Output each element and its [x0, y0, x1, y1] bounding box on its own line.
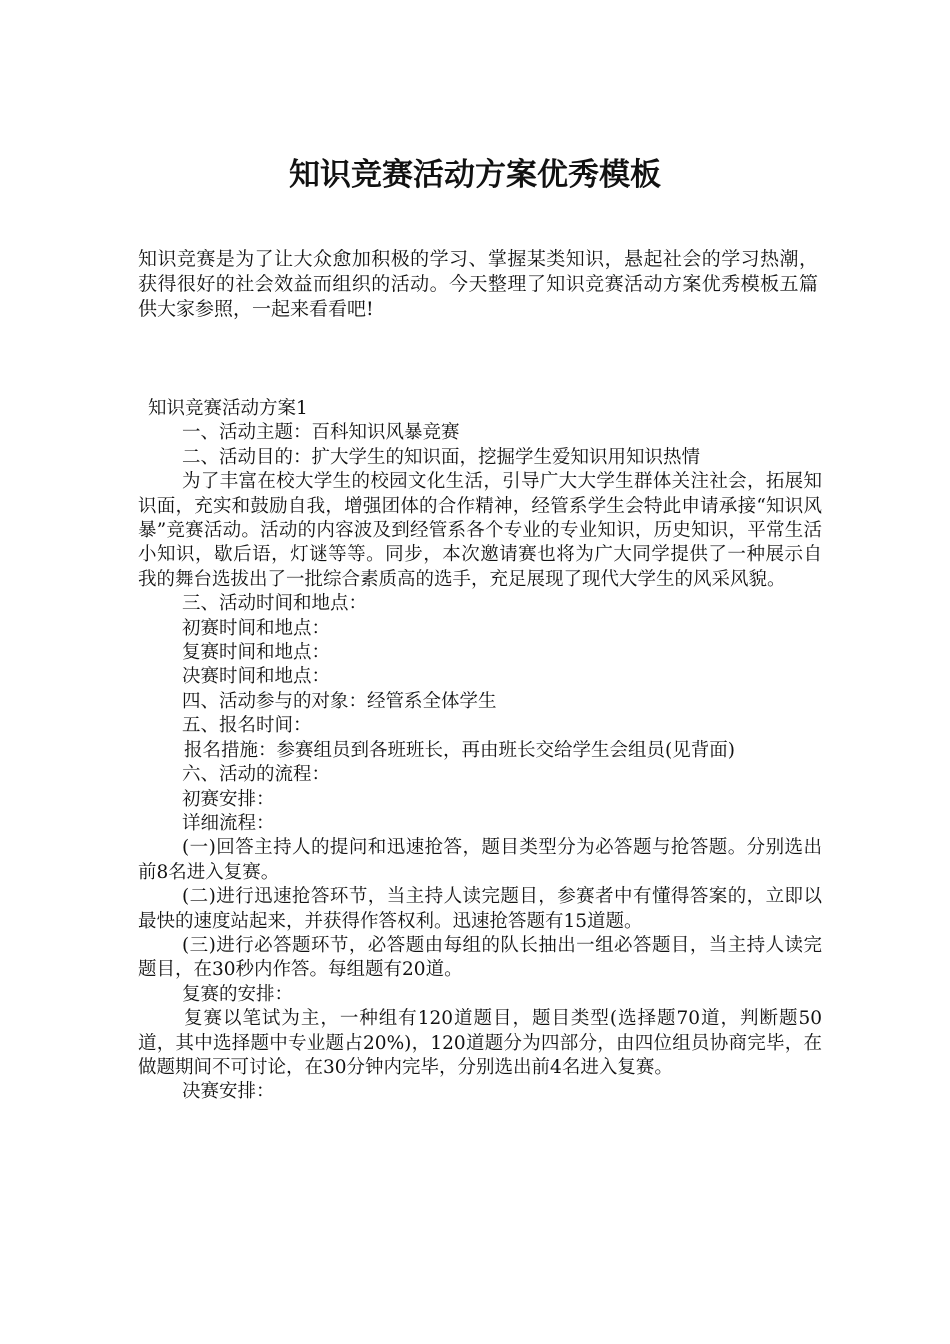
paragraph: (三)进行必答题环节，必答题由每组的队长抽出一组必答题目，当主持人读完题目，在30秒内作答。每组题有20道。: [138, 934, 822, 981]
paragraph: 复赛时间和地点：: [182, 642, 331, 664]
paragraph: 初赛安排：: [182, 788, 275, 810]
section-title: 知识竞赛活动方案1: [148, 398, 308, 419]
paragraph: (二)进行迅速抢答环节，当主持人读完题目，参赛者中有懂得答案的，立即以最快的速度站起来，并获得作答权利。迅速抢答题有15道题。: [138, 886, 822, 932]
paragraph: 六、活动的流程：: [182, 764, 331, 786]
paragraph: 二、活动目的：扩大学生的知识面，挖掘学生爱知识用知识热情: [182, 446, 701, 468]
paragraph: 复赛以笔试为主，一种组有120道题目，题目类型(选择题70道，判断题50道，其中选择题中专业题占20%)，120道题分为四部分，由四位组员协商完毕，在做题期间不可讨论，在30分钟内完毕，分别选出前4名进入复赛。: [138, 1008, 822, 1078]
paragraph: 决赛时间和地点：: [182, 666, 331, 688]
paragraph: 为了丰富在校大学生的校园文化生活，引导广大大学生群体关注社会，拓展知识面，充实和鼓励自我，增强团体的合作精神，经管系学生会特此申请承接“知识风暴”竞赛活动。活动的内容波及到经管系各个专业的专业知识，历史知识，平常生活小知识，歇后语，灯谜等等。同步，本次邀请赛也将为广大同学提供了一种展示自我的舞台选拔出了一批综合素质高的选手，充足展现了现代大学生的风采风貌。: [138, 471, 822, 590]
paragraph: 详细流程：: [182, 812, 275, 834]
paragraph: 四、活动参与的对象：经管系全体学生: [182, 690, 497, 712]
paragraph: 一、活动主题：百科知识风暴竞赛: [182, 422, 460, 444]
document-body: [138, 397, 822, 1105]
paragraph: 五、报名时间：: [182, 715, 312, 737]
paragraph: 三、活动时间和地点：: [182, 593, 368, 615]
intro-paragraph: 知识竞赛是为了让大众愈加积极的学习、掌握某类知识，悬起社会的学习热潮，获得很好的社会效益而组织的活动。今天整理了知识竞赛活动方案优秀模板五篇供大家参照，一起来看看吧!: [138, 248, 818, 320]
paragraph: 复赛的安排：: [182, 983, 294, 1005]
document-title: 知识竞赛活动方案优秀模板: [289, 157, 661, 193]
paragraph: 决赛安排：: [182, 1081, 275, 1103]
paragraph: (一)回答主持人的提问和迅速抢答，题目类型分为必答题与抢答题。分别选出前8名进入复赛。: [138, 837, 822, 883]
paragraph: 初赛时间和地点：: [182, 617, 331, 639]
paragraph: 报名措施：参赛组员到各班班长，再由班长交给学生会组员(见背面): [184, 739, 735, 761]
